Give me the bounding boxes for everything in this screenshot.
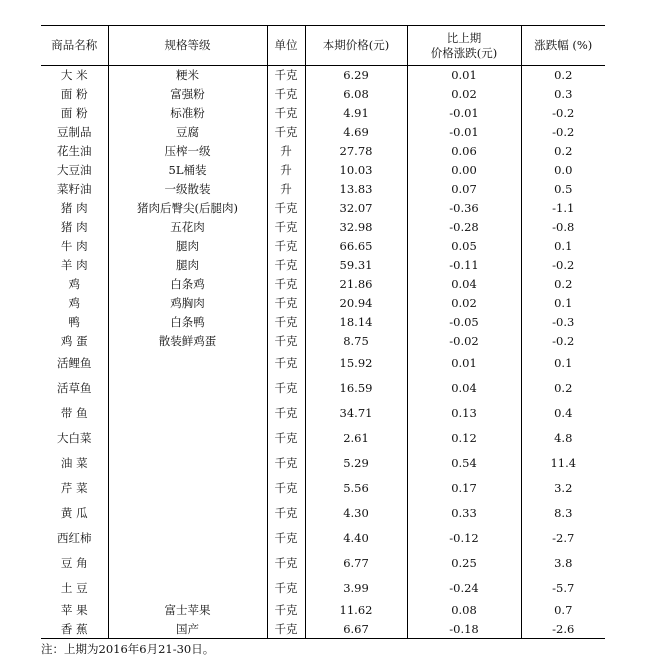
cell-name: 油 菜 xyxy=(60,456,88,470)
cell-unit: 千克 xyxy=(267,376,305,401)
cell-change: 0.04 xyxy=(407,275,521,294)
cell-spec: 鸡胸肉 xyxy=(108,294,267,313)
cell-change: -0.11 xyxy=(407,256,521,275)
table-row xyxy=(41,237,605,256)
cell-price: 32.07 xyxy=(305,199,407,218)
cell-name: 鸡 xyxy=(68,277,80,291)
cell-unit: 升 xyxy=(267,161,305,180)
cell-name: 鸭 xyxy=(68,315,80,329)
cell-change: 0.54 xyxy=(407,451,521,476)
cell-spec: 白条鸭 xyxy=(108,313,267,332)
cell-price: 4.30 xyxy=(305,501,407,526)
header-change-line1: 比上期 xyxy=(446,30,482,45)
cell-unit: 升 xyxy=(267,180,305,199)
footnote: 注：上期为2016年6月21-30日。 xyxy=(41,642,215,656)
table-row xyxy=(41,142,605,161)
cell-price: 6.67 xyxy=(305,620,407,639)
cell-price: 4.69 xyxy=(305,123,407,142)
cell-unit: 千克 xyxy=(267,256,305,275)
cell-price: 4.91 xyxy=(305,104,407,123)
cell-change: 0.17 xyxy=(407,476,521,501)
cell-name: 鸡 蛋 xyxy=(60,334,88,348)
cell-pct: -0.2 xyxy=(521,104,605,123)
cell-change: 0.04 xyxy=(407,376,521,401)
cell-name: 活鲤鱼 xyxy=(57,356,92,370)
cell-unit: 千克 xyxy=(267,66,305,85)
cell-name: 带 鱼 xyxy=(60,406,88,420)
header-spec: 规格等级 xyxy=(108,26,267,66)
cell-unit: 千克 xyxy=(267,294,305,313)
cell-pct: 0.3 xyxy=(521,85,605,104)
cell-pct: 0.7 xyxy=(521,601,605,620)
cell-pct: -2.7 xyxy=(521,526,605,551)
cell-pct: 11.4 xyxy=(521,451,605,476)
cell-unit: 千克 xyxy=(267,426,305,451)
cell-unit: 千克 xyxy=(267,526,305,551)
table-row xyxy=(41,526,605,551)
cell-price: 6.29 xyxy=(305,66,407,85)
cell-name: 苹 果 xyxy=(60,603,88,617)
cell-change: -0.02 xyxy=(407,332,521,351)
cell-unit: 千克 xyxy=(267,275,305,294)
cell-change: 0.02 xyxy=(407,294,521,313)
cell-spec: 富士苹果 xyxy=(108,601,267,620)
cell-unit: 千克 xyxy=(267,401,305,426)
cell-name: 黄 瓜 xyxy=(60,506,88,520)
cell-pct: -0.3 xyxy=(521,313,605,332)
cell-price: 2.61 xyxy=(305,426,407,451)
cell-change: 0.07 xyxy=(407,180,521,199)
cell-pct: 0.2 xyxy=(521,376,605,401)
cell-unit: 千克 xyxy=(267,576,305,601)
table-row xyxy=(41,123,605,142)
table-row xyxy=(41,294,605,313)
cell-spec xyxy=(108,551,267,576)
table-row xyxy=(41,313,605,332)
cell-name: 菜籽油 xyxy=(57,182,92,196)
cell-unit: 千克 xyxy=(267,199,305,218)
cell-spec xyxy=(108,426,267,451)
cell-price: 10.03 xyxy=(305,161,407,180)
cell-price: 32.98 xyxy=(305,218,407,237)
cell-spec: 一级散装 xyxy=(108,180,267,199)
cell-name: 西红柿 xyxy=(57,531,92,545)
table-header xyxy=(41,26,605,66)
cell-price: 5.56 xyxy=(305,476,407,501)
cell-change: 0.00 xyxy=(407,161,521,180)
cell-unit: 千克 xyxy=(267,218,305,237)
cell-change: 0.25 xyxy=(407,551,521,576)
cell-spec xyxy=(108,501,267,526)
cell-price: 16.59 xyxy=(305,376,407,401)
table-row xyxy=(41,401,605,426)
cell-unit: 千克 xyxy=(267,85,305,104)
header-unit: 单位 xyxy=(267,26,305,66)
cell-unit: 千克 xyxy=(267,476,305,501)
cell-change: 0.08 xyxy=(407,601,521,620)
cell-change: 0.01 xyxy=(407,66,521,85)
cell-change: 0.13 xyxy=(407,401,521,426)
table-row xyxy=(41,376,605,401)
cell-unit: 千克 xyxy=(267,451,305,476)
table-row xyxy=(41,620,605,639)
cell-unit: 千克 xyxy=(267,104,305,123)
cell-name: 羊 肉 xyxy=(60,258,88,272)
cell-name: 面 粉 xyxy=(60,87,88,101)
cell-spec: 白条鸡 xyxy=(108,275,267,294)
cell-pct: 4.8 xyxy=(521,426,605,451)
table-row xyxy=(41,161,605,180)
cell-pct: -0.8 xyxy=(521,218,605,237)
header-change xyxy=(407,26,521,66)
cell-price: 27.78 xyxy=(305,142,407,161)
table-row xyxy=(41,66,605,85)
cell-price: 34.71 xyxy=(305,401,407,426)
cell-change: 0.02 xyxy=(407,85,521,104)
cell-pct: -5.7 xyxy=(521,576,605,601)
cell-name: 活草鱼 xyxy=(57,381,92,395)
cell-price: 4.40 xyxy=(305,526,407,551)
table-row xyxy=(41,218,605,237)
cell-spec: 散装鲜鸡蛋 xyxy=(108,332,267,351)
cell-name: 猪 肉 xyxy=(60,201,88,215)
cell-change: -0.18 xyxy=(407,620,521,639)
price-table xyxy=(41,25,605,639)
cell-name: 大豆油 xyxy=(57,163,92,177)
cell-spec xyxy=(108,526,267,551)
table-row xyxy=(41,601,605,620)
cell-change: 0.12 xyxy=(407,426,521,451)
cell-name: 牛 肉 xyxy=(60,239,88,253)
cell-pct: 0.1 xyxy=(521,351,605,376)
cell-price: 59.31 xyxy=(305,256,407,275)
cell-price: 18.14 xyxy=(305,313,407,332)
table-row xyxy=(41,275,605,294)
cell-pct: 0.2 xyxy=(521,66,605,85)
cell-pct: 0.1 xyxy=(521,294,605,313)
cell-pct: 0.0 xyxy=(521,161,605,180)
cell-pct: -0.2 xyxy=(521,256,605,275)
cell-unit: 千克 xyxy=(267,313,305,332)
cell-spec: 猪肉后臀尖(后腿肉) xyxy=(108,199,267,218)
cell-pct: 0.2 xyxy=(521,275,605,294)
cell-unit: 千克 xyxy=(267,351,305,376)
cell-price: 8.75 xyxy=(305,332,407,351)
table-row xyxy=(41,332,605,351)
table-row xyxy=(41,199,605,218)
cell-change: -0.05 xyxy=(407,313,521,332)
cell-price: 13.83 xyxy=(305,180,407,199)
cell-change: -0.12 xyxy=(407,526,521,551)
cell-name: 面 粉 xyxy=(60,106,88,120)
cell-price: 5.29 xyxy=(305,451,407,476)
cell-price: 20.94 xyxy=(305,294,407,313)
table-row xyxy=(41,501,605,526)
table-row xyxy=(41,85,605,104)
cell-spec xyxy=(108,476,267,501)
cell-pct: -1.1 xyxy=(521,199,605,218)
table-row xyxy=(41,551,605,576)
cell-unit: 升 xyxy=(267,142,305,161)
header-row xyxy=(41,26,605,66)
cell-unit: 千克 xyxy=(267,601,305,620)
cell-spec xyxy=(108,351,267,376)
cell-change: 0.05 xyxy=(407,237,521,256)
cell-spec: 腿肉 xyxy=(108,256,267,275)
cell-spec: 腿肉 xyxy=(108,237,267,256)
table-body xyxy=(41,66,605,639)
cell-pct: 0.4 xyxy=(521,401,605,426)
cell-spec: 五花肉 xyxy=(108,218,267,237)
cell-unit: 千克 xyxy=(267,123,305,142)
cell-name: 芹 菜 xyxy=(60,481,88,495)
cell-change: -0.36 xyxy=(407,199,521,218)
cell-price: 11.62 xyxy=(305,601,407,620)
cell-name: 豆 角 xyxy=(60,556,88,570)
cell-price: 15.92 xyxy=(305,351,407,376)
cell-pct: 0.1 xyxy=(521,237,605,256)
table-row xyxy=(41,576,605,601)
cell-unit: 千克 xyxy=(267,237,305,256)
cell-change: 0.01 xyxy=(407,351,521,376)
cell-name: 花生油 xyxy=(57,144,92,158)
cell-unit: 千克 xyxy=(267,551,305,576)
cell-pct: -2.6 xyxy=(521,620,605,639)
cell-pct: 0.5 xyxy=(521,180,605,199)
cell-pct: 0.2 xyxy=(521,142,605,161)
header-change-line2: 价格涨跌(元) xyxy=(430,45,498,60)
cell-spec: 压榨一级 xyxy=(108,142,267,161)
cell-price: 6.08 xyxy=(305,85,407,104)
cell-price: 3.99 xyxy=(305,576,407,601)
cell-name: 大 米 xyxy=(60,68,88,83)
header-name: 商品名称 xyxy=(51,38,98,52)
cell-price: 21.86 xyxy=(305,275,407,294)
cell-pct: 3.8 xyxy=(521,551,605,576)
cell-pct: -0.2 xyxy=(521,332,605,351)
cell-spec: 豆腐 xyxy=(108,123,267,142)
table-row xyxy=(41,476,605,501)
cell-spec xyxy=(108,576,267,601)
table-row xyxy=(41,451,605,476)
table-row xyxy=(41,351,605,376)
cell-change: 0.06 xyxy=(407,142,521,161)
cell-spec xyxy=(108,376,267,401)
cell-name: 香 蕉 xyxy=(60,621,88,636)
cell-spec: 粳米 xyxy=(108,66,267,85)
cell-unit: 千克 xyxy=(267,620,305,639)
cell-change: -0.01 xyxy=(407,123,521,142)
cell-price: 6.77 xyxy=(305,551,407,576)
table-row xyxy=(41,426,605,451)
cell-spec: 标准粉 xyxy=(108,104,267,123)
cell-pct: 3.2 xyxy=(521,476,605,501)
cell-name: 土 豆 xyxy=(60,581,88,595)
cell-pct: -0.2 xyxy=(521,123,605,142)
cell-unit: 千克 xyxy=(267,332,305,351)
cell-pct: 8.3 xyxy=(521,501,605,526)
cell-price: 66.65 xyxy=(305,237,407,256)
cell-name: 豆制品 xyxy=(57,125,92,139)
cell-change: -0.01 xyxy=(407,104,521,123)
cell-change: -0.28 xyxy=(407,218,521,237)
table-row xyxy=(41,180,605,199)
cell-spec: 5L桶装 xyxy=(108,161,267,180)
cell-spec: 国产 xyxy=(108,620,267,639)
cell-change: -0.24 xyxy=(407,576,521,601)
cell-spec xyxy=(108,401,267,426)
cell-spec: 富强粉 xyxy=(108,85,267,104)
table-row xyxy=(41,256,605,275)
cell-name: 鸡 xyxy=(68,296,80,310)
cell-spec xyxy=(108,451,267,476)
cell-change: 0.33 xyxy=(407,501,521,526)
cell-name: 猪 肉 xyxy=(60,220,88,234)
header-pct: 涨跌幅 (%) xyxy=(521,26,605,66)
cell-name: 大白菜 xyxy=(57,431,92,445)
table-row xyxy=(41,104,605,123)
header-price: 本期价格(元) xyxy=(305,26,407,66)
cell-unit: 千克 xyxy=(267,501,305,526)
